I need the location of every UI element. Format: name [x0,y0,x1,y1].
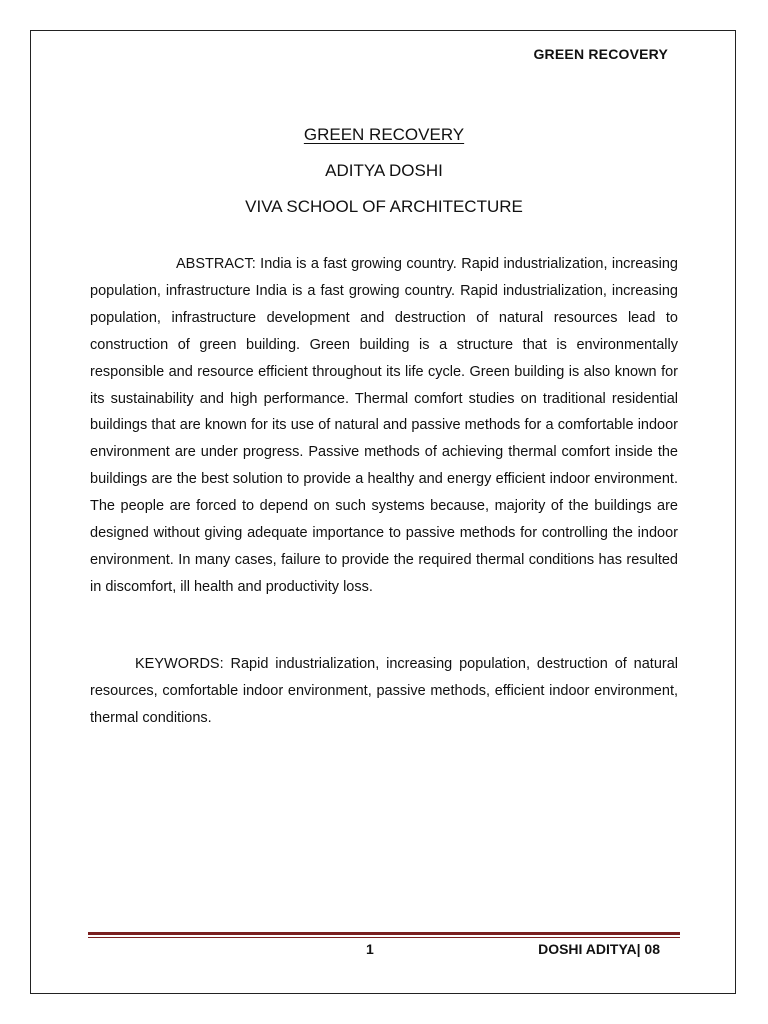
document-title [0,122,768,158]
institution-name: VIVA SCHOOL OF ARCHITECTURE [245,197,523,216]
keywords-paragraph: KEYWORDS: Rapid industrialization, increasing population, destruction of natural resources, comfortable indoor environment, passive methods, efficient indoor environment, thermal conditions. [90,656,678,726]
document-title-text: GREEN RECOVERY [303,125,465,144]
footer-rule [88,932,680,938]
title-block [0,122,768,230]
running-header: GREEN RECOVERY [533,46,668,62]
footer-author-tag: DOSHI ADITYA| 08 [538,941,660,957]
footer-rule-thick [88,932,680,935]
page-number: 1 [366,941,374,957]
author-name: ADITYA DOSHI [325,161,443,180]
footer-rule-thin [88,937,680,938]
abstract-paragraph: ABSTRACT: India is a fast growing country. Rapid industrialization, increasing population, infrastructure India is a fast growing country. Rapid industrialization, increasing population, infrastructure development and destruction of natural resources lead to construction of green building. Green building is a structure that is environmentally responsible and resource efficient throughout its life cycle. Green building is also known for its sustainability and high performance. Thermal comfort studies on traditional residential buildings that are known for its use of natural and passive methods for a comfortable indoor environment are under progress. Passive methods of achieving thermal comfort inside the buildings are the best solution to provide a healthy and energy efficient indoor environment. The people are forced to depend on such systems because, majority of the buildings are designed without giving adequate importance to passive methods for controlling the indoor environment. In many cases, failure to provide the required thermal conditions has resulted in discomfort, ill health and productivity loss. [90,256,678,595]
